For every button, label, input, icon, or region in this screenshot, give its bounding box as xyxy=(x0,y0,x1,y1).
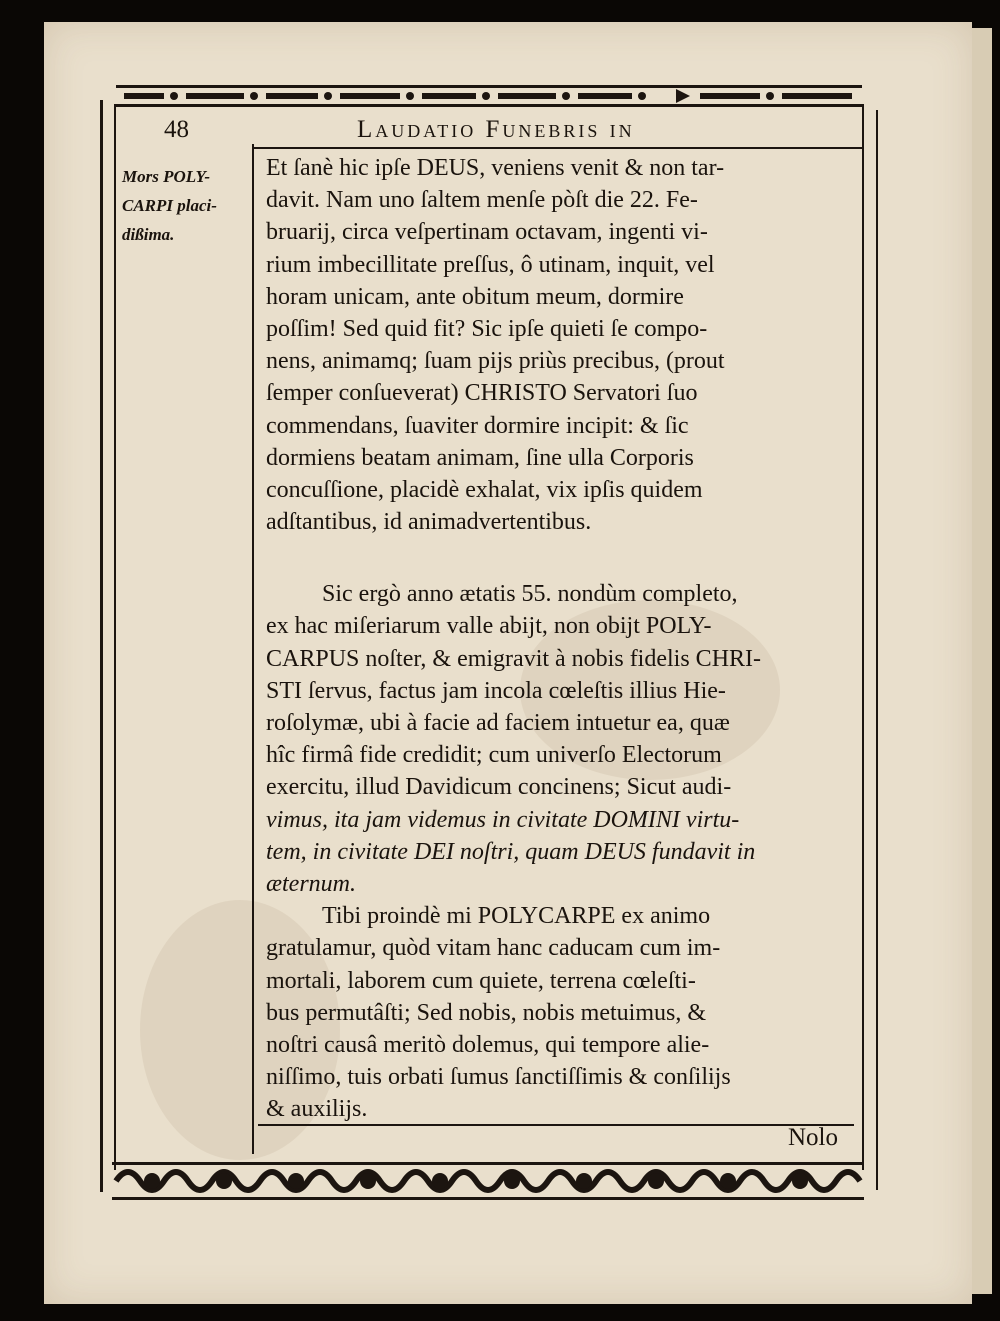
marginal-note xyxy=(122,162,246,249)
page-number: 48 xyxy=(164,116,189,143)
text-line: bus permutâſti; Sed nobis, nobis metuimus, & xyxy=(266,999,706,1026)
text-line: gratulamur, quòd vitam hanc caducam cum im- xyxy=(266,935,721,962)
text-line: hîc firmâ fide credidit; cum univerſo Electorum xyxy=(266,742,722,769)
text-line: niſſimo, tuis orbati ſumus ſanctiſſimis & conſilijs xyxy=(266,1064,731,1091)
frame-rule-right xyxy=(876,110,878,1190)
text-line: mortali, laborem cum quiete, terrena cœleſti- xyxy=(266,967,696,994)
paragraph-gap xyxy=(266,538,860,578)
running-title: Laudatio Funebris in xyxy=(357,116,635,143)
text-line: adſtantibus, id animadvertentibus. xyxy=(266,509,592,536)
text-line: æternum. xyxy=(266,870,356,897)
frame-rule-left xyxy=(100,100,103,1192)
text-line: bruarij, circa veſpertinam octavam, ingenti vi- xyxy=(266,219,708,246)
text-line: commendans, ſuaviter dormire incipit: & ſic xyxy=(266,412,689,439)
text-line: STI ſervus, factus jam incola cœleſtis illius Hie- xyxy=(266,677,726,704)
text-line: nens, animamq; ſuam pijs priùs precibus, (prout xyxy=(266,348,725,375)
paragraph-2 xyxy=(266,578,860,900)
text-line: ſemper conſueverat) CHRISTO Servatori ſuo xyxy=(266,380,698,407)
text-line: tem, in civitate DEI noſtri, quam DEUS fundavit in xyxy=(266,838,756,865)
running-head xyxy=(116,114,866,148)
frame-rule-right-inner xyxy=(862,104,864,1170)
ornamental-footer-band xyxy=(112,1158,864,1204)
marginal-note-line: dißima. xyxy=(122,225,175,244)
page-edge xyxy=(972,28,992,1294)
ornamental-header-band xyxy=(116,83,862,109)
marginal-note-line: Mors POLY- xyxy=(122,167,210,186)
text-line: horam unicam, ante obitum meum, dormire xyxy=(266,283,684,310)
text-line: rium imbecillitate preſſus, ô utinam, inquit, vel xyxy=(266,251,715,278)
paragraph-3 xyxy=(266,900,860,1125)
margin-rule xyxy=(252,144,254,1154)
text-line: concuſſione, placidè exhalat, vix ipſis quidem xyxy=(266,476,703,503)
text-line: & auxilijs. xyxy=(266,1096,368,1123)
text-line: Tibi proindè mi POLYCARPE ex animo xyxy=(322,903,711,930)
text-line: ex hac miſeriarum valle abijt, non obijt POLY- xyxy=(266,613,712,640)
text-line: dormiens beatam animam, ſine ulla Corporis xyxy=(266,444,694,471)
text-line: roſolymæ, ubi à facie ad faciem intuetur ea, quæ xyxy=(266,710,730,736)
text-line: exercitu, illud Davidicum concinens; Sicut audi- xyxy=(266,774,732,801)
marginal-note-line: CARPI placi- xyxy=(122,196,217,215)
text-line: davit. Nam uno ſaltem menſe pòſt die 22. Fe- xyxy=(266,187,698,214)
main-text-block xyxy=(266,152,860,1125)
text-line: Sic ergò anno ætatis 55. nondùm completo, xyxy=(322,581,738,608)
paragraph-1 xyxy=(266,152,860,538)
catchword: Nolo xyxy=(788,1124,838,1151)
text-line: poſſim! Sed quid fit? Sic ipſe quieti ſe compo- xyxy=(266,315,708,342)
text-line: CARPUS noſter, & emigravit à nobis fidelis CHRI- xyxy=(266,645,762,672)
text-line: Et ſanè hic ipſe DEUS, veniens venit & non tar- xyxy=(266,155,725,181)
text-line: vimus, ita jam videmus in civitate DOMINI virtu- xyxy=(266,806,740,833)
frame-rule-left-inner xyxy=(114,104,116,1170)
text-line: noſtri causâ meritò dolemus, qui tempore alie- xyxy=(266,1031,710,1058)
